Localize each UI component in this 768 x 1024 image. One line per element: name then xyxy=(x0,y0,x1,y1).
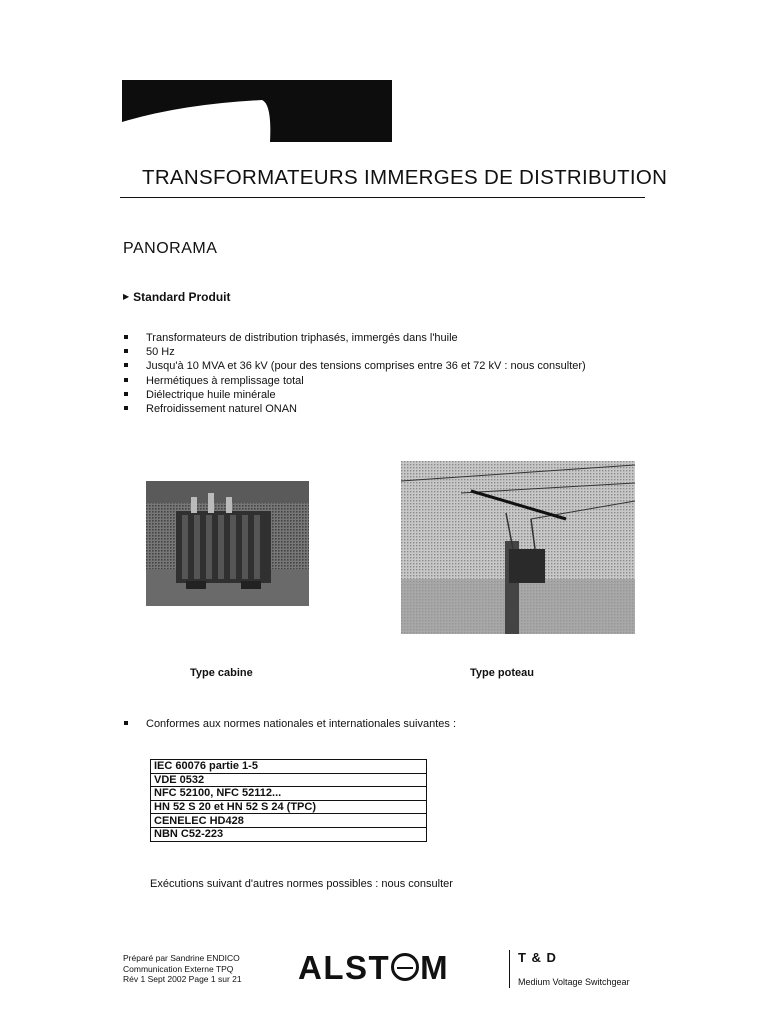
table-cell: VDE 0532 xyxy=(151,773,427,787)
list-item: Jusqu'à 10 MVA et 36 kV (pour des tensions comprises entre 36 et 72 kV : nous consulter) xyxy=(124,359,586,373)
list-item: Diélectrique huile minérale xyxy=(124,388,586,402)
list-item: Refroidissement naturel ONAN xyxy=(124,402,586,416)
page-title: TRANSFORMATEURS IMMERGES DE DISTRIBUTION xyxy=(142,166,668,189)
header-banner xyxy=(122,80,392,142)
poteau-transformer-photo xyxy=(401,461,635,634)
photo-caption-cabine: Type cabine xyxy=(190,667,253,679)
norms-table xyxy=(150,759,427,842)
table-row xyxy=(151,760,427,774)
bullet-icon xyxy=(124,721,128,725)
subsection-title xyxy=(123,290,231,304)
division-label: T & D xyxy=(518,950,557,965)
norms-note: Exécutions suivant d'autres normes possibles : nous consulter xyxy=(150,878,453,890)
list-item: Hermétiques à remplissage total xyxy=(124,374,586,388)
table-row xyxy=(151,814,427,828)
table-cell: HN 52 S 20 et HN 52 S 24 (TPC) xyxy=(151,800,427,814)
norms-intro: Conformes aux normes nationales et internationales suivantes : xyxy=(124,718,456,730)
table-cell: CENELEC HD428 xyxy=(151,814,427,828)
bullet-icon xyxy=(124,406,128,410)
title-divider xyxy=(120,197,645,198)
feature-list xyxy=(124,331,586,416)
photo-caption-poteau: Type poteau xyxy=(470,667,534,679)
bullet-icon xyxy=(124,335,128,339)
table-row xyxy=(151,773,427,787)
table-row xyxy=(151,827,427,841)
alstom-logo: ALST M xyxy=(298,949,450,986)
bullet-icon xyxy=(124,392,128,396)
footer-communication: Communication Externe TPQ xyxy=(123,963,234,974)
list-item: Transformateurs de distribution triphasés, immergés dans l'huile xyxy=(124,331,586,345)
table-cell: IEC 60076 partie 1-5 xyxy=(151,760,427,774)
cabine-transformer-photo xyxy=(146,481,309,606)
bullet-icon xyxy=(124,378,128,382)
list-item: 50 Hz xyxy=(124,345,586,359)
footer-revision: Rév 1 Sept 2002 Page 1 sur 21 xyxy=(123,974,242,984)
triangle-right-icon: ▶ xyxy=(123,292,130,301)
table-row xyxy=(151,787,427,801)
table-cell: NFC 52100, NFC 52112... xyxy=(151,787,427,801)
division-subtitle: Medium Voltage Switchgear xyxy=(518,977,630,987)
table-row xyxy=(151,800,427,814)
table-cell: NBN C52-223 xyxy=(151,827,427,841)
footer-prepared: Préparé par Sandrine ENDICO xyxy=(123,953,240,963)
bullet-icon xyxy=(124,363,128,367)
logo-o-glyph xyxy=(391,953,419,981)
footer-info xyxy=(123,953,242,985)
footer-divider xyxy=(509,950,510,988)
subsection-label: Standard Produit xyxy=(133,290,231,304)
bullet-icon xyxy=(124,349,128,353)
section-title: PANORAMA xyxy=(123,240,218,257)
